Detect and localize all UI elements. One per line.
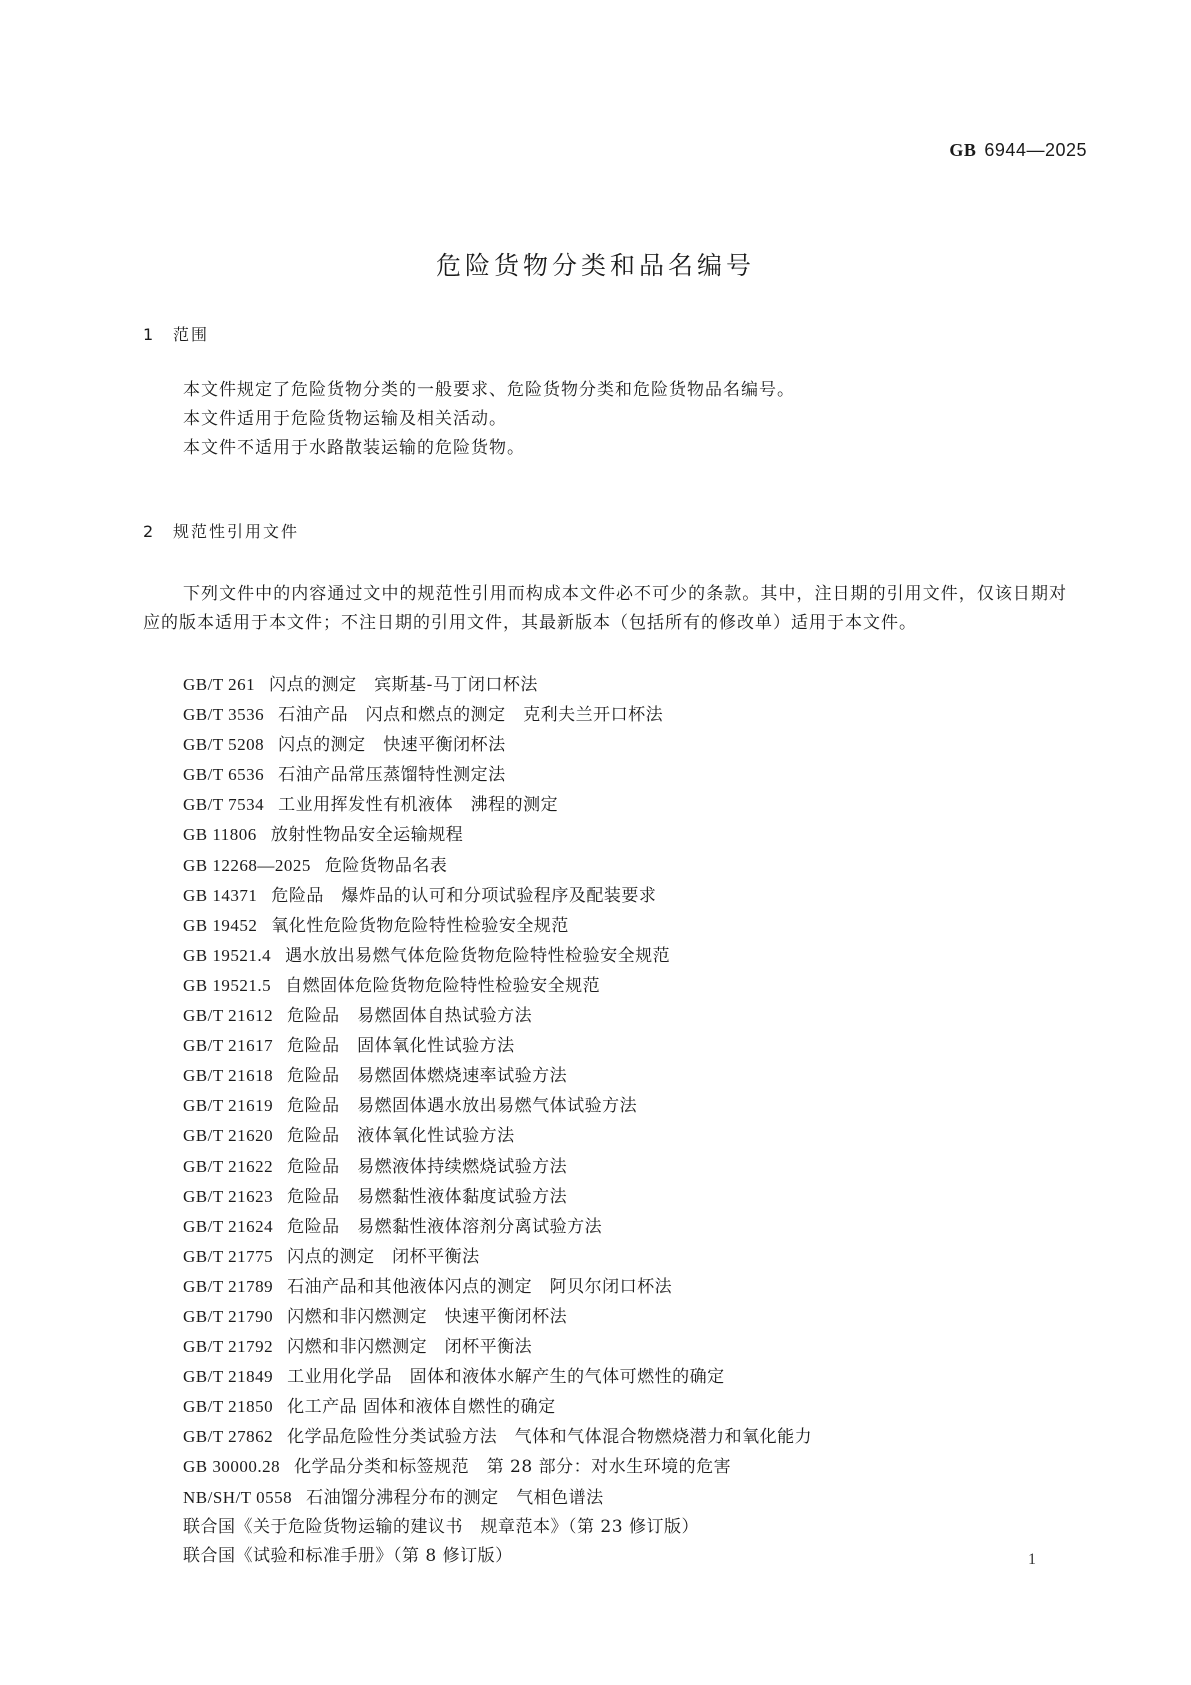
reference-title: 工业用化学品 固体和液体水解产生的气体可燃性的确定 — [287, 1367, 725, 1388]
reference-code: GB/T 21612 — [183, 1006, 274, 1026]
reference-code: GB/T 21775 — [183, 1246, 274, 1266]
section-number: 2 — [143, 522, 156, 541]
reference-title: 氧化性危险货物危险特性检验安全规范 — [271, 915, 569, 936]
paragraph-line: 本文件不适用于水路散装运输的危险货物。 — [183, 438, 525, 458]
reference-code: GB/T 3536 — [183, 705, 265, 725]
reference-title: 危险品 固体氧化性试验方法 — [287, 1036, 515, 1057]
reference-code: GB/T 5208 — [183, 735, 265, 755]
reference-title: 自燃固体危险货物危险特性检验安全规范 — [285, 975, 601, 996]
reference-title: 危险品 易燃液体持续燃烧试验方法 — [287, 1156, 568, 1177]
reference-item — [183, 1362, 812, 1392]
reference-code: GB/T 261 — [183, 675, 256, 694]
reference-code: GB/T 21790 — [183, 1306, 274, 1326]
reference-title: 危险品 易燃固体自热试验方法 — [287, 1006, 533, 1027]
scope-paragraph — [183, 376, 795, 463]
reference-title: 闪点的测定 快速平衡闭杯法 — [278, 735, 506, 756]
reference-item — [183, 1272, 812, 1302]
document-title: 危险货物分类和品名编号 — [435, 251, 755, 280]
reference-item — [183, 1212, 812, 1242]
reference-item — [183, 1001, 812, 1031]
reference-item — [183, 971, 812, 1001]
reference-item — [183, 1031, 812, 1061]
reference-item — [183, 1121, 812, 1151]
reference-item — [183, 881, 812, 911]
section-number: 1 — [143, 325, 156, 344]
reference-item — [183, 1061, 812, 1091]
reference-code: GB/T 21789 — [183, 1276, 274, 1296]
reference-title: 放射性物品安全运输规程 — [270, 825, 464, 846]
reference-item — [183, 1392, 812, 1422]
page-number: 1 — [1028, 1551, 1036, 1568]
reference-title: 闪燃和非闪燃测定 快速平衡闭杯法 — [287, 1306, 568, 1327]
reference-title: 石油馏分沸程分布的测定 气相色谱法 — [306, 1487, 604, 1508]
reference-item — [183, 1452, 812, 1482]
reference-item — [183, 941, 812, 971]
reference-item — [183, 1091, 812, 1121]
reference-code: GB 19521.4 — [183, 945, 272, 965]
reference-code: GB 12268—2025 — [183, 855, 311, 875]
reference-title: 石油产品常压蒸馏特性测定法 — [278, 765, 506, 786]
reference-code: GB 19452 — [183, 915, 258, 935]
reference-item — [183, 820, 812, 850]
reference-title: 联合国《试验和标准手册》（第 8 修订版） — [183, 1545, 513, 1566]
section-title: 规范性引用文件 — [173, 522, 300, 541]
standard-code — [949, 140, 1087, 161]
reference-title: 危险品 易燃黏性液体黏度试验方法 — [287, 1186, 568, 1207]
reference-code: GB/T 21622 — [183, 1156, 274, 1176]
reference-title: 遇水放出易燃气体危险货物危险特性检验安全规范 — [285, 945, 671, 966]
reference-title: 化学品危险性分类试验方法 气体和气体混合物燃烧潜力和氧化能力 — [287, 1427, 813, 1448]
reference-code: GB 19521.5 — [183, 975, 272, 995]
references-intro: 下列文件中的内容通过文中的规范性引用而构成本文件必不可少的条款。其中，注日期的引用文件，仅该日期对应的版本适用于本文件；不注日期的引用文件，其最新版本（包括所有的修改单）适用于本文件。 — [143, 584, 1067, 633]
section-heading-scope — [143, 322, 209, 345]
reference-item — [183, 790, 812, 820]
reference-code: GB/T 21624 — [183, 1216, 274, 1236]
reference-item — [183, 851, 812, 881]
reference-code: GB/T 21617 — [183, 1036, 274, 1056]
reference-title: 危险品 易燃固体遇水放出易燃气体试验方法 — [287, 1096, 638, 1117]
reference-code: GB/T 6536 — [183, 765, 265, 785]
reference-item — [183, 1513, 812, 1542]
reference-title: 闪点的测定 闭杯平衡法 — [287, 1246, 480, 1267]
reference-code: GB/T 21850 — [183, 1397, 274, 1417]
reference-title: 石油产品 闪点和燃点的测定 克利夫兰开口杯法 — [278, 705, 664, 726]
reference-title: 危险品 爆炸品的认可和分项试验程序及配装要求 — [271, 885, 657, 906]
standard-prefix: GB — [949, 140, 977, 160]
section-heading-normative-references — [143, 519, 299, 542]
reference-code: GB 11806 — [183, 825, 257, 845]
reference-title: 危险品 液体氧化性试验方法 — [287, 1126, 515, 1147]
reference-item — [183, 1182, 812, 1212]
section-title: 范围 — [173, 325, 210, 344]
reference-code: GB/T 7534 — [183, 795, 265, 815]
reference-title: 闪点的测定 宾斯基-马丁闭口杯法 — [269, 675, 538, 695]
reference-title: 化学品分类和标签规范 第 28 部分：对水生环境的危害 — [294, 1457, 732, 1478]
reference-item — [183, 911, 812, 941]
reference-item — [183, 1483, 812, 1513]
reference-item — [183, 730, 812, 760]
reference-item — [183, 1302, 812, 1332]
reference-item — [183, 1152, 812, 1182]
reference-code: GB/T 21792 — [183, 1337, 274, 1357]
reference-code: GB 30000.28 — [183, 1457, 281, 1477]
reference-code: GB 14371 — [183, 885, 258, 905]
reference-item — [183, 1332, 812, 1362]
reference-code: NB/SH/T 0558 — [183, 1487, 293, 1507]
reference-title: 工业用挥发性有机液体 沸程的测定 — [278, 795, 559, 816]
reference-title: 联合国《关于危险货物运输的建议书 规章范本》（第 23 修订版） — [183, 1516, 699, 1537]
paragraph-line: 本文件规定了危险货物分类的一般要求、危险货物分类和危险货物品名编号。 — [183, 380, 795, 400]
paragraph-line: 本文件适用于危险货物运输及相关活动。 — [183, 409, 507, 429]
reference-code: GB/T 21619 — [183, 1096, 274, 1116]
reference-code: GB/T 21623 — [183, 1186, 274, 1206]
reference-item — [183, 760, 812, 790]
reference-item — [183, 1242, 812, 1272]
reference-code: GB/T 21618 — [183, 1066, 274, 1086]
reference-item — [183, 700, 812, 730]
standard-number: 6944—2025 — [984, 140, 1087, 160]
reference-list — [183, 670, 812, 1571]
reference-code: GB/T 21620 — [183, 1126, 274, 1146]
reference-item — [183, 1542, 812, 1571]
reference-title: 闪燃和非闪燃测定 闭杯平衡法 — [287, 1337, 533, 1358]
reference-code: GB/T 21849 — [183, 1367, 274, 1387]
reference-title: 化工产品 固体和液体自燃性的确定 — [287, 1397, 556, 1418]
reference-title: 危险品 易燃固体燃烧速率试验方法 — [287, 1066, 568, 1087]
reference-item — [183, 670, 812, 700]
reference-code: GB/T 27862 — [183, 1427, 274, 1447]
reference-title: 危险货物品名表 — [324, 855, 448, 876]
reference-title: 石油产品和其他液体闪点的测定 阿贝尔闭口杯法 — [287, 1276, 673, 1297]
reference-title: 危险品 易燃黏性液体溶剂分离试验方法 — [287, 1216, 603, 1237]
reference-item — [183, 1422, 812, 1452]
